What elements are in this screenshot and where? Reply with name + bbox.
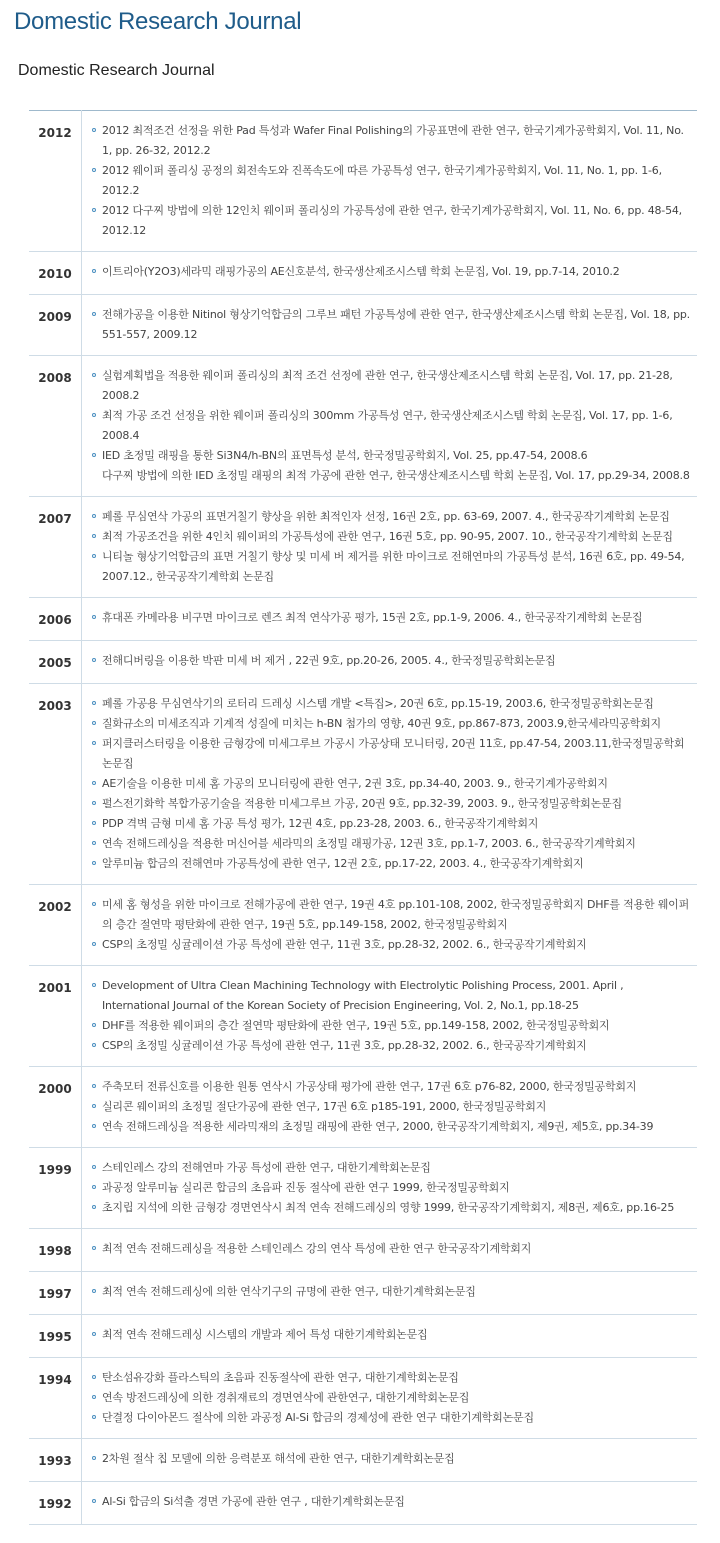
bullet-icon xyxy=(92,1289,96,1293)
publication-item xyxy=(92,1198,693,1218)
bullet-icon xyxy=(92,741,96,745)
publication-item xyxy=(92,714,693,734)
publication-list xyxy=(92,608,693,628)
publication-list xyxy=(92,366,693,486)
publication-text: 이트리아(Y2O3)세라믹 래핑가공의 AE신호분석, 한국생산제조시스템 학회 논문집, Vol. 19, pp.7-14, 2010.2 xyxy=(102,265,620,278)
year-row-2001 xyxy=(29,966,697,1067)
bullet-icon xyxy=(92,554,96,558)
year-row-2009 xyxy=(29,295,697,356)
publication-item xyxy=(92,527,693,547)
publication-list xyxy=(92,1492,693,1512)
publication-text: Development of Ultra Clean Machining Technology with Electrolytic Polishing Process, 2001. April , International Journal of the Korean Society of Precision Engineering, Vol. 2, No.1, pp.18-25 xyxy=(102,979,624,1012)
publication-cell xyxy=(82,1067,698,1148)
publication-list xyxy=(92,1449,693,1469)
publication-item xyxy=(92,1282,693,1302)
publication-text: 2차원 절삭 칩 모델에 의한 응력분포 해석에 관한 연구, 대한기계학회논문집 xyxy=(102,1452,455,1465)
publication-list xyxy=(92,1368,693,1428)
publication-item xyxy=(92,854,693,874)
publication-item xyxy=(92,1388,693,1408)
page-title: Domestic Research Journal xyxy=(14,8,302,35)
bullet-icon xyxy=(92,658,96,662)
bullet-icon xyxy=(92,781,96,785)
publication-item xyxy=(92,446,693,466)
year-row-2006 xyxy=(29,598,697,641)
publication-item xyxy=(92,1036,693,1056)
bullet-icon xyxy=(92,902,96,906)
publication-text: 최적 가공 조건 선정을 위한 웨이퍼 폴리싱의 300mm 가공특성 연구, 한국생산제조시스템 학회 논문집, Vol. 17, pp. 1-6, 2008.4 xyxy=(102,409,673,442)
publication-cell xyxy=(82,497,698,598)
year-label: 1999 xyxy=(29,1148,82,1229)
publication-cell xyxy=(82,598,698,641)
publication-item xyxy=(92,774,693,794)
year-row-2003 xyxy=(29,684,697,885)
publication-list xyxy=(92,305,693,345)
year-row-2010 xyxy=(29,252,697,295)
year-row-1994 xyxy=(29,1358,697,1439)
publication-cell xyxy=(82,641,698,684)
publication-text: 탄소섬유강화 플라스틱의 초음파 진동절삭에 관한 연구, 대한기계학회논문집 xyxy=(102,1371,459,1384)
year-row-1999 xyxy=(29,1148,697,1229)
publication-text: 실리콘 웨이퍼의 초정밀 절단가공에 관한 연구, 17권 6호 p185-191, 2000, 한국정밀공학회지 xyxy=(102,1100,547,1113)
publication-text: PDP 격벽 금형 미세 홈 가공 특성 평가, 12권 4호, pp.23-28, 2003. 6., 한국공작기계학회지 xyxy=(102,817,539,830)
publication-item xyxy=(92,305,693,345)
publication-text: 미세 홈 형성을 위한 마이크로 전해가공에 관한 연구, 19권 4호 pp.101-108, 2002, 한국정밀공학회지 DHF를 적용한 웨이퍼의 층간 절연막 평탄화에 관한 연구, 19권 5호, pp.149-158, 2002, 한국정밀공학회지 xyxy=(102,898,690,931)
publication-item xyxy=(92,1325,693,1345)
publication-cell xyxy=(82,1482,698,1525)
publication-item xyxy=(92,262,693,282)
publication-list xyxy=(92,121,693,241)
publication-item xyxy=(92,406,693,446)
publication-item xyxy=(92,935,693,955)
publication-item xyxy=(92,1178,693,1198)
year-row-2008 xyxy=(29,356,697,497)
year-label: 2002 xyxy=(29,885,82,966)
publication-item xyxy=(92,1492,693,1512)
publication-text: Al-Si 합금의 Si석출 경면 가공에 관한 연구 , 대한기계학회논문집 xyxy=(102,1495,405,1508)
bullet-icon xyxy=(92,861,96,865)
year-label: 1994 xyxy=(29,1358,82,1439)
publication-text: 휴대폰 카메라용 비구면 마이크로 렌즈 최적 연삭가공 평가, 15권 2호, pp.1-9, 2006. 4., 한국공작기계학회 논문집 xyxy=(102,611,643,624)
publication-item xyxy=(92,1368,693,1388)
publication-text: CSP의 초정밀 싱귤레이션 가공 특성에 관한 연구, 11권 3호, pp.28-32, 2002. 6., 한국공작기계학회지 xyxy=(102,938,587,951)
publication-list xyxy=(92,262,693,282)
publication-item xyxy=(92,1077,693,1097)
publication-text: 연속 방전드레싱에 의한 경취재료의 경면연삭에 관한연구, 대한기계학회논문집 xyxy=(102,1391,470,1404)
publication-text: DHF를 적용한 웨이퍼의 층간 절연막 평탄화에 관한 연구, 19권 5호, pp.149-158, 2002, 한국정밀공학회지 xyxy=(102,1019,610,1032)
bullet-icon xyxy=(92,413,96,417)
year-label: 1992 xyxy=(29,1482,82,1525)
publication-text: 단결정 다이아몬드 절삭에 의한 과공정 Al-Si 합금의 경제성에 관한 연구 대한기계학회논문집 xyxy=(102,1411,534,1424)
publication-text: 알루미늄 합금의 전해연마 가공특성에 관한 연구, 12권 2호, pp.17-22, 2003. 4., 한국공작기계학회지 xyxy=(102,857,584,870)
publication-cell xyxy=(82,252,698,295)
bullet-icon xyxy=(92,1205,96,1209)
bullet-icon xyxy=(92,208,96,212)
publication-cell xyxy=(82,1315,698,1358)
publication-cell xyxy=(82,1148,698,1229)
bullet-icon xyxy=(92,1043,96,1047)
bullet-icon xyxy=(92,801,96,805)
year-row-2007 xyxy=(29,497,697,598)
publication-item xyxy=(92,976,693,1016)
publication-item xyxy=(92,366,693,406)
publication-text: 최적 연속 전해드레싱 시스템의 개발과 제어 특성 대한기계학회논문집 xyxy=(102,1328,428,1341)
publication-cell xyxy=(82,356,698,497)
publication-text: 펄스전기화학 복합가공기술을 적용한 미세그루브 가공, 20권 9호, pp.32-39, 2003. 9., 한국정밀공학회논문집 xyxy=(102,797,622,810)
bullet-icon xyxy=(92,1332,96,1336)
bullet-icon xyxy=(92,983,96,987)
bullet-icon xyxy=(92,821,96,825)
year-row-1992 xyxy=(29,1482,697,1525)
year-label: 1997 xyxy=(29,1272,82,1315)
publication-list xyxy=(92,651,693,671)
bullet-icon xyxy=(92,514,96,518)
bullet-icon xyxy=(92,1395,96,1399)
year-label: 2010 xyxy=(29,252,82,295)
bullet-icon xyxy=(92,269,96,273)
year-row-2012 xyxy=(29,111,697,252)
publication-cell xyxy=(82,1358,698,1439)
publication-text: 최적 연속 전해드레싱을 적용한 스테인레스 강의 연삭 특성에 관한 연구 한국공작기계학회지 xyxy=(102,1242,532,1255)
bullet-icon xyxy=(92,128,96,132)
publication-text: CSP의 초정밀 싱귤레이션 가공 특성에 관한 연구, 11권 3호, pp.28-32, 2002. 6., 한국공작기계학회지 xyxy=(102,1039,587,1052)
year-row-1993 xyxy=(29,1439,697,1482)
year-label: 2000 xyxy=(29,1067,82,1148)
year-row-1997 xyxy=(29,1272,697,1315)
year-row-1995 xyxy=(29,1315,697,1358)
year-label: 2001 xyxy=(29,966,82,1067)
publication-text: 전해가공을 이용한 Nitinol 형상기억합금의 그루브 패턴 가공특성에 관한 연구, 한국생산제조시스템 학회 논문집, Vol. 18, pp. 551-557, 2009.12 xyxy=(102,308,690,341)
publication-text: 페롤 가공용 무심연삭기의 로터리 드레싱 시스템 개발 <특집>, 20권 6호, pp.15-19, 2003.6, 한국정밀공학회논문집 xyxy=(102,697,654,710)
year-row-2002 xyxy=(29,885,697,966)
publication-item xyxy=(92,694,693,714)
publication-text: 최적 가공조건을 위한 4인치 웨이퍼의 가공특성에 관한 연구, 16권 5호, pp. 90-95, 2007. 10., 한국공작기계학회 논문집 xyxy=(102,530,673,543)
bullet-icon xyxy=(92,841,96,845)
bullet-icon xyxy=(92,312,96,316)
year-label: 2008 xyxy=(29,356,82,497)
bullet-icon xyxy=(92,1246,96,1250)
publication-item xyxy=(92,608,693,628)
publication-list xyxy=(92,895,693,955)
bullet-icon xyxy=(92,453,96,457)
publication-text: 니티놀 형상기억합금의 표면 거칠기 향상 및 미세 버 제거를 위한 마이크로 전해연마의 가공특성 분석, 16권 6호, pp. 49-54, 2007.12., 한국공작기계학회 논문집 xyxy=(102,550,685,583)
publication-item xyxy=(92,1449,693,1469)
publication-item xyxy=(92,201,693,241)
publication-list xyxy=(92,1158,693,1218)
year-row-1998 xyxy=(29,1229,697,1272)
bullet-icon xyxy=(92,721,96,725)
publication-item xyxy=(92,1097,693,1117)
bullet-icon xyxy=(92,701,96,705)
publication-text: AE기술을 이용한 미세 홈 가공의 모니터링에 관한 연구, 2권 3호, pp.34-40, 2003. 9., 한국기계가공학회지 xyxy=(102,777,608,790)
publication-cell xyxy=(82,1439,698,1482)
publication-list xyxy=(92,1239,693,1259)
publication-cell xyxy=(82,111,698,252)
bullet-icon xyxy=(92,1375,96,1379)
publication-item xyxy=(92,734,693,774)
publication-item xyxy=(92,507,693,527)
publication-text: 질화규소의 미세조직과 기계적 성질에 미치는 h-BN 첨가의 영향, 40권 9호, pp.867-873, 2003.9,한국세라믹공학회지 xyxy=(102,717,661,730)
publication-item xyxy=(92,814,693,834)
bullet-icon xyxy=(92,1104,96,1108)
publication-text: 최적 연속 전해드레싱에 의한 연삭기구의 규명에 관한 연구, 대한기계학회논문집 xyxy=(102,1285,476,1298)
year-row-2000 xyxy=(29,1067,697,1148)
publication-list xyxy=(92,1077,693,1137)
bullet-icon xyxy=(92,373,96,377)
publication-text: 퍼지클러스터링을 이용한 금형강에 미세그루브 가공시 가공상태 모니터링, 20권 11호, pp.47-54, 2003.11,한국정밀공학회논문집 xyxy=(102,737,685,770)
publication-text: 전해디버링을 이용한 박판 미세 버 제거 , 22권 9호, pp.20-26, 2005. 4., 한국정밀공학회논문집 xyxy=(102,654,556,667)
publication-text: 스테인레스 강의 전해연마 가공 특성에 관한 연구, 대한기계학회논문집 xyxy=(102,1161,431,1174)
publication-list xyxy=(92,694,693,874)
publication-item xyxy=(92,794,693,814)
publication-text: 2012 최적조건 선정을 위한 Pad 특성과 Wafer Final Polishing의 가공표면에 관한 연구, 한국기계가공학회지, Vol. 11, No. 1, pp. 26-32, 2012.2 xyxy=(102,124,684,157)
publication-text: 2012 웨이퍼 폴리싱 공정의 회전속도와 진폭속도에 따른 가공특성 연구, 한국기계가공학회지, Vol. 11, No. 1, pp. 1-6, 2012.2 xyxy=(102,164,662,197)
bullet-icon xyxy=(92,1185,96,1189)
publication-list xyxy=(92,1325,693,1345)
publication-text: 2012 다구찌 방법에 의한 12인치 웨이퍼 폴리싱의 가공특성에 관한 연구, 한국기계가공학회지, Vol. 11, No. 6, pp. 48-54, 2012.12 xyxy=(102,204,682,237)
publication-text: 페롤 무심연삭 가공의 표면거칠기 향상을 위한 최적인자 선정, 16권 2호, pp. 63-69, 2007. 4., 한국공작기계학회 논문집 xyxy=(102,510,670,523)
publication-item xyxy=(92,1117,693,1137)
publication-item xyxy=(92,1408,693,1428)
publication-item xyxy=(92,834,693,854)
bullet-icon xyxy=(92,615,96,619)
year-label: 2009 xyxy=(29,295,82,356)
publication-cell xyxy=(82,684,698,885)
publication-cell xyxy=(82,295,698,356)
publication-item xyxy=(92,161,693,201)
publication-item xyxy=(92,1016,693,1036)
publication-cell xyxy=(82,1229,698,1272)
bullet-icon xyxy=(92,942,96,946)
publication-text: 연속 전해드레싱을 적용한 머신어블 세라믹의 초정밀 래핑가공, 12권 3호, pp.1-7, 2003. 6., 한국공작기계학회지 xyxy=(102,837,636,850)
publication-cell xyxy=(82,966,698,1067)
bullet-icon xyxy=(92,1499,96,1503)
publication-text: 과공정 알루미늄 실리콘 합금의 초음파 진동 절삭에 관한 연구 1999, 한국정밀공학회지 xyxy=(102,1181,510,1194)
publication-cell xyxy=(82,885,698,966)
year-label: 1998 xyxy=(29,1229,82,1272)
bullet-icon xyxy=(92,1415,96,1419)
publication-text: 연속 전해드레싱을 적용한 세라믹재의 초정밀 래핑에 관한 연구, 2000, 한국공작기계학회지, 제9권, 제5호, pp.34-39 xyxy=(102,1120,654,1133)
publication-item xyxy=(92,651,693,671)
bullet-icon xyxy=(92,1456,96,1460)
section-title: Domestic Research Journal xyxy=(18,62,215,79)
year-label: 2012 xyxy=(29,111,82,252)
year-label: 2006 xyxy=(29,598,82,641)
year-label: 2007 xyxy=(29,497,82,598)
year-label: 2003 xyxy=(29,684,82,885)
publication-item xyxy=(92,466,693,486)
bullet-icon xyxy=(92,1124,96,1128)
publication-list xyxy=(92,507,693,587)
bullet-icon xyxy=(92,1023,96,1027)
year-label: 1993 xyxy=(29,1439,82,1482)
publication-list xyxy=(92,1282,693,1302)
year-label: 1995 xyxy=(29,1315,82,1358)
bullet-icon xyxy=(92,1084,96,1088)
publication-text: 실험계획법을 적용한 웨이퍼 폴리싱의 최적 조건 선정에 관한 연구, 한국생산제조시스템 학회 논문집, Vol. 17, pp. 21-28, 2008.2 xyxy=(102,369,673,402)
publication-table xyxy=(29,110,697,1525)
publication-item xyxy=(92,895,693,935)
publication-item xyxy=(92,547,693,587)
publication-list xyxy=(92,976,693,1056)
year-row-2005 xyxy=(29,641,697,684)
publication-text: IED 초정밀 래핑을 통한 Si3N4/h-BN의 표면특성 분석, 한국정밀공학회지, Vol. 25, pp.47-54, 2008.6 xyxy=(102,449,588,462)
publication-table-body xyxy=(29,111,697,1525)
publication-text: 다구찌 방법에 의한 IED 초정밀 래핑의 최적 가공에 관한 연구, 한국생산제조시스템 학회 논문집, Vol. 17, pp.29-34, 2008.8 xyxy=(102,469,690,482)
publication-item xyxy=(92,121,693,161)
bullet-icon xyxy=(92,168,96,172)
year-label: 2005 xyxy=(29,641,82,684)
publication-cell xyxy=(82,1272,698,1315)
publication-text: 초지립 지석에 의한 금형강 경면연삭시 최적 연속 전해드레싱의 영향 1999, 한국공작기계학회지, 제8권, 제6호, pp.16-25 xyxy=(102,1201,675,1214)
bullet-icon xyxy=(92,534,96,538)
publication-item xyxy=(92,1158,693,1178)
bullet-icon xyxy=(92,1165,96,1169)
publication-item xyxy=(92,1239,693,1259)
publication-text: 주축모터 전류신호를 이용한 원통 연삭시 가공상태 평가에 관한 연구, 17권 6호 p76-82, 2000, 한국정밀공학회지 xyxy=(102,1080,637,1093)
